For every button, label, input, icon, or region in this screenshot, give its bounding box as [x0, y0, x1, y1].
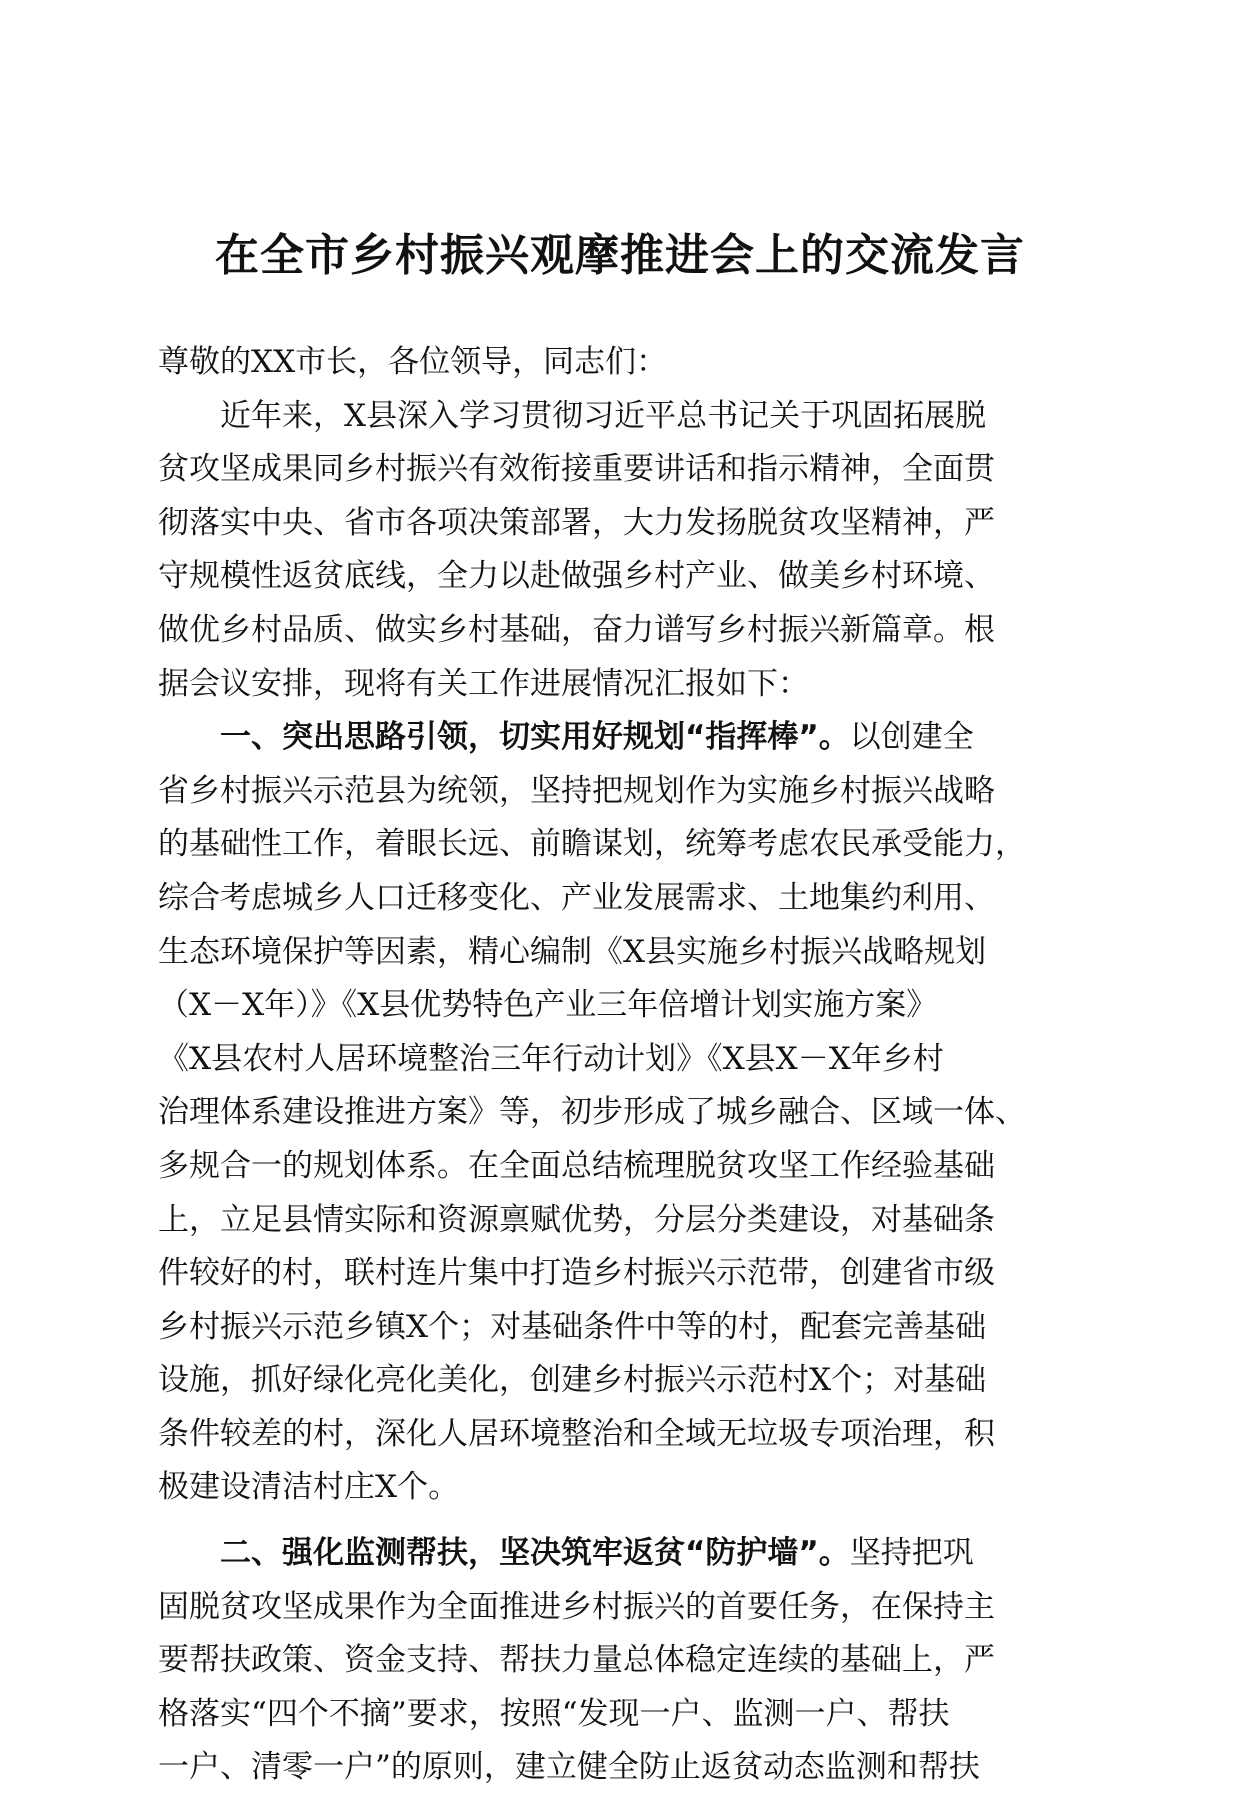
page-title: 在全市乡村振兴观摩推进会上的交流发言	[215, 230, 1025, 281]
paragraph-line: 设施，抓好绿化亮化美化，创建乡村振兴示范村X个；对基础	[158, 1362, 987, 1399]
paragraph-line: 生态环境保护等因素，精心编制《X县实施乡村振兴战略规划	[158, 933, 987, 970]
section-2-first-line	[158, 1527, 1086, 1581]
paragraph-line: 据会议安排，现将有关工作进展情况汇报如下：	[158, 665, 809, 702]
paragraph-line: 的基础性工作，着眼长远、前瞻谋划，统筹考虑农民承受能力，	[158, 826, 1026, 863]
paragraph-line: 彻落实中央、省市各项决策部署，大力发扬脱贫攻坚精神，严	[158, 504, 995, 541]
paragraph-line: 做优乡村品质、做实乡村基础，奋力谱写乡村振兴新篇章。根	[158, 611, 995, 648]
paragraph-line: 乡村振兴示范乡镇X个；对基础条件中等的村，配套完善基础	[158, 1308, 987, 1345]
section-1-text: 以创建全	[849, 719, 974, 756]
paragraph-line: 贫攻坚成果同乡村振兴有效衔接重要讲话和指示精神，全面贯	[158, 451, 995, 488]
paragraph-line: （X－X年）》《X县优势特色产业三年倍增计划实施方案》	[158, 987, 938, 1024]
section-2-text: 坚持把巩	[849, 1535, 974, 1572]
paragraph-line: 固脱贫攻坚成果作为全面推进乡村振兴的首要任务，在保持主	[158, 1588, 995, 1625]
paragraph-line: 件较好的村，联村连片集中打造乡村振兴示范带，创建省市级	[158, 1255, 995, 1292]
section-1-heading: 一、突出思路引领，切实用好规划“指挥棒”。	[220, 719, 850, 756]
document-body	[158, 336, 1086, 1795]
paragraph-line: 治理体系建设推进方案》等，初步形成了城乡融合、区域一体、	[158, 1094, 1026, 1131]
paragraph-line: 守规模性返贫底线，全力以赴做强乡村产业、做美乡村环境、	[158, 558, 995, 595]
section-1-first-line	[158, 711, 1086, 765]
paragraph-line: 格落实“四个不摘”要求，按照“发现一户、监测一户、帮扶	[158, 1695, 950, 1732]
paragraph-line: 《X县农村人居环境整治三年行动计划》《X县X－X年乡村	[158, 1040, 944, 1077]
paragraph-line: 综合考虑城乡人口迁移变化、产业发展需求、土地集约利用、	[158, 879, 995, 916]
paragraph-line: 要帮扶政策、资金支持、帮扶力量总体稳定连续的基础上，严	[158, 1642, 995, 1679]
paragraph-line: 上，立足县情实际和资源禀赋优势，分层分类建设，对基础条	[158, 1201, 995, 1238]
paragraph-line: 多规合一的规划体系。在全面总结梳理脱贫攻坚工作经验基础	[158, 1147, 995, 1184]
paragraph-line: 一户、清零一户”的原则，建立健全防止返贫动态监测和帮扶	[158, 1749, 980, 1786]
paragraph-line: 近年来，X县深入学习贯彻习近平总书记关于巩固拓展脱	[220, 397, 987, 434]
paragraph-line: 省乡村振兴示范县为统领，坚持把规划作为实施乡村振兴战略	[158, 772, 995, 809]
paragraph-line: 极建设清洁村庄X个。	[158, 1469, 460, 1506]
paragraph-line: 条件较差的村，深化人居环境整治和全域无垃圾专项治理，积	[158, 1415, 995, 1452]
salutation: 尊敬的XX市长，各位领导，同志们：	[158, 344, 668, 380]
section-2-heading: 二、强化监测帮扶，坚决筑牢返贫“防护墙”。	[220, 1535, 850, 1572]
